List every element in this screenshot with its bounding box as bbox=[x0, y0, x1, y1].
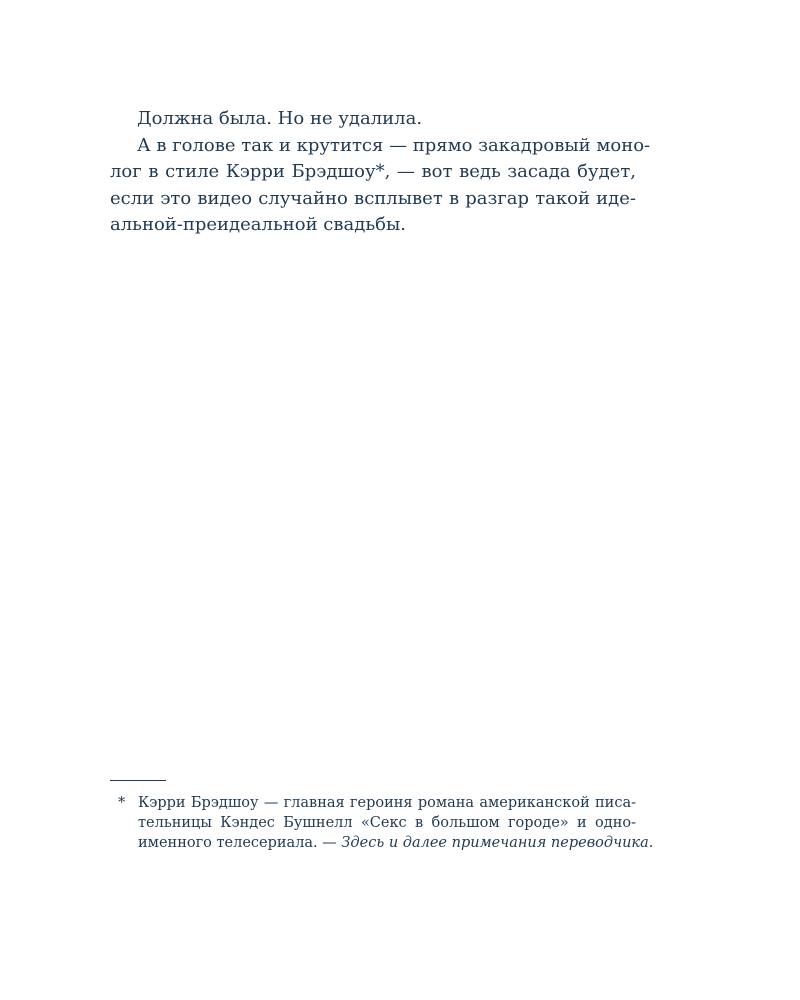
paragraph-2 bbox=[110, 133, 651, 239]
footnotes bbox=[110, 780, 654, 853]
page-body bbox=[110, 106, 651, 239]
footnote-divider bbox=[110, 780, 166, 781]
footnote-line bbox=[138, 833, 654, 853]
paragraph-1 bbox=[110, 106, 636, 133]
paragraph-line: лог в стиле Кэрри Брэдшоу*, — вот ведь засада будет, bbox=[110, 161, 636, 182]
footnote-marker: * bbox=[118, 795, 126, 811]
translator-note: Здесь и далее примечания переводчика. bbox=[341, 835, 654, 851]
paragraph-line: альной-преидеальной свадьбы. bbox=[110, 214, 407, 235]
paragraph-line: если это видео случайно всплывет в разгар такой иде- bbox=[110, 187, 636, 209]
footnote bbox=[110, 793, 654, 853]
footnote-line: тельницы Кэндес Бушнелл «Секс в большом городе» и одно- bbox=[138, 815, 636, 831]
footnote-line: Кэрри Брэдшоу — главная героиня романа американской писа- bbox=[138, 795, 636, 811]
main-text bbox=[110, 106, 651, 239]
paragraph-line: А в голове так и крутится — прямо закадровый моно- bbox=[137, 134, 651, 156]
paragraph-line: Должна была. Но не удалила. bbox=[137, 108, 423, 129]
footnote-text: именного телесериала. — bbox=[138, 835, 342, 851]
